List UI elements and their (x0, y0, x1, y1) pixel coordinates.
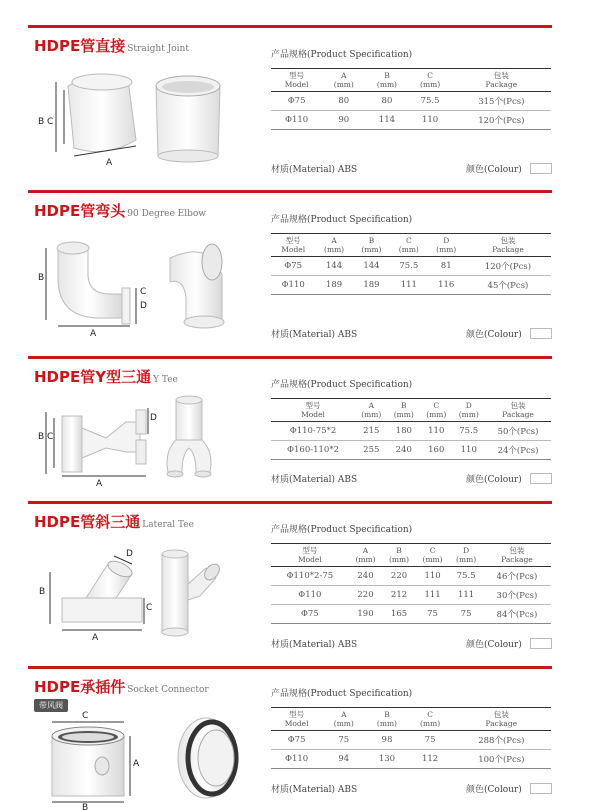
table-cell: 220 (349, 586, 383, 605)
dim-label: B (38, 273, 45, 283)
header-en: Package (485, 719, 518, 728)
spec-label: 产品规格(Product Specification) (271, 689, 413, 699)
header-b (353, 234, 390, 257)
dim-label: B (82, 803, 89, 810)
table-cell: 120个(Pcs) (465, 257, 551, 276)
table-cell: Φ75 (271, 257, 315, 276)
colour-label: 颜色(Colour) (466, 475, 522, 485)
header-row (271, 69, 551, 92)
table-cell: 130 (365, 750, 408, 769)
table-cell: 255 (355, 441, 387, 460)
header-cn: C (427, 710, 433, 719)
table-cell: 94 (322, 750, 365, 769)
table-cell: 189 (353, 276, 390, 295)
section-title (34, 35, 189, 56)
header-c (420, 399, 452, 422)
table-cell: Φ110 (271, 111, 322, 130)
table-cell: 75.5 (409, 92, 452, 111)
title-cn: HDPE管弯头 (34, 202, 126, 220)
header-cn: C (433, 401, 440, 410)
socket-connector-image (36, 708, 266, 810)
table-cell: 80 (365, 92, 408, 111)
material-label: 材质(Material) ABS (271, 330, 358, 340)
table-cell: 111 (449, 586, 483, 605)
table-cell: 75.5 (449, 567, 483, 586)
table-cell: Φ110 (271, 750, 322, 769)
table-cell: 212 (382, 586, 416, 605)
table-cell: Φ110 (271, 586, 349, 605)
header-a (322, 708, 365, 731)
table-cell: 240 (349, 567, 383, 586)
title-en: Straight Joint (127, 44, 189, 54)
table-cell: 75 (322, 731, 365, 750)
header-en: (mm) (376, 719, 397, 728)
colour-label: 颜色(Colour) (466, 640, 522, 650)
table-cell: 144 (353, 257, 390, 276)
table-cell: 111 (390, 276, 427, 295)
header-cn: C (427, 71, 433, 80)
header-model (271, 69, 322, 92)
table-cell: 45个(Pcs) (465, 276, 551, 295)
header-en: Model (284, 719, 309, 728)
header-package (465, 234, 551, 257)
colour-label: 颜色(Colour) (466, 165, 522, 175)
section-title (34, 676, 209, 697)
table-cell: Φ110*2-75 (271, 567, 349, 586)
spec-label: 产品规格(Product Specification) (271, 380, 413, 390)
dim-label: C (47, 432, 54, 442)
header-cn: A (331, 236, 337, 245)
table-row (271, 731, 551, 750)
header-en: (mm) (333, 80, 354, 89)
header-cn: A (341, 71, 347, 80)
material-label: 材质(Material) ABS (271, 640, 358, 650)
spec-label: 产品规格(Product Specification) (271, 525, 413, 535)
header-en: Model (301, 410, 325, 419)
table-row (271, 111, 551, 130)
table-cell: 110 (409, 111, 452, 130)
header-cn: 包装 (500, 236, 516, 245)
header-cn: 包装 (510, 401, 526, 410)
header-a (315, 234, 352, 257)
dim-label: C (82, 711, 89, 721)
table-row (271, 441, 551, 460)
table-cell: Φ75 (271, 731, 322, 750)
table-cell: 110 (453, 441, 485, 460)
dim-label: A (90, 329, 97, 338)
table-row (271, 257, 551, 276)
header-cn: A (368, 401, 374, 410)
table-cell: 110 (420, 422, 452, 441)
header-row (271, 399, 551, 422)
header-en: (mm) (456, 555, 477, 564)
title-cn: HDPE管斜三通 (34, 513, 141, 531)
header-cn: B (384, 710, 390, 719)
colour-swatch (530, 473, 552, 484)
table-cell: 144 (315, 257, 352, 276)
header-en: (mm) (361, 410, 382, 419)
spec-table (271, 233, 551, 295)
table-cell: 75.5 (453, 422, 485, 441)
material-label: 材质(Material) ABS (271, 165, 358, 175)
dim-label: A (106, 158, 113, 168)
section-title (34, 511, 194, 532)
table-row (271, 567, 551, 586)
header-en: Package (501, 555, 533, 564)
dim-label: B (38, 117, 45, 127)
table-cell: 189 (315, 276, 352, 295)
header-row (271, 708, 551, 731)
header-en: (mm) (458, 410, 479, 419)
dim-label: C (47, 117, 54, 127)
spec-table (271, 398, 551, 460)
table-cell: 120个(Pcs) (452, 111, 551, 130)
title-cn: HDPE管Y型三通 (34, 368, 152, 386)
table-cell: 116 (428, 276, 465, 295)
table-cell: 24个(Pcs) (485, 441, 551, 460)
table-cell: 81 (428, 257, 465, 276)
header-cn: 型号 (289, 71, 305, 80)
header-en: Package (492, 245, 524, 254)
table-cell: 100个(Pcs) (452, 750, 551, 769)
title-en: 90 Degree Elbow (127, 209, 207, 219)
table-cell: 98 (365, 731, 408, 750)
table-cell: 75 (449, 605, 483, 624)
table-row (271, 605, 551, 624)
header-b (382, 544, 416, 567)
colour-swatch (530, 783, 552, 794)
header-cn: A (341, 710, 347, 719)
table-row (271, 276, 551, 295)
header-b (365, 69, 408, 92)
table-cell: 84个(Pcs) (483, 605, 551, 624)
table-cell: 165 (382, 605, 416, 624)
dim-label: A (96, 479, 103, 489)
table-cell: Φ75 (271, 92, 322, 111)
colour-label: 颜色(Colour) (466, 785, 522, 795)
table-row (271, 422, 551, 441)
valve-badge: 带风阀 (34, 699, 68, 712)
header-a (349, 544, 383, 567)
header-package (483, 544, 551, 567)
header-cn: B (384, 71, 390, 80)
table-cell: 75 (416, 605, 450, 624)
dim-label: B (38, 432, 45, 442)
table-cell: 110 (416, 567, 450, 586)
dim-label: D (126, 549, 133, 559)
table-cell: Φ160-110*2 (271, 441, 355, 460)
header-cn: D (463, 546, 470, 555)
table-cell: 112 (409, 750, 452, 769)
header-package (485, 399, 551, 422)
header-cn: 包装 (509, 546, 525, 555)
title-en: Y Tee (153, 375, 178, 385)
header-b (388, 399, 420, 422)
table-cell: 50个(Pcs) (485, 422, 551, 441)
header-en: Model (281, 245, 306, 254)
header-cn: C (405, 236, 412, 245)
header-model (271, 234, 315, 257)
header-en: (mm) (398, 245, 419, 254)
header-cn: 型号 (302, 546, 318, 555)
header-en: (mm) (361, 245, 382, 254)
spec-table (271, 68, 551, 130)
header-a (355, 399, 387, 422)
table-cell: 80 (322, 92, 365, 111)
section-title (34, 366, 178, 387)
header-cn: 包装 (493, 710, 509, 719)
section-divider (28, 190, 552, 193)
spec-label: 产品规格(Product Specification) (271, 215, 413, 225)
table-row (271, 586, 551, 605)
spec-table (271, 543, 551, 624)
header-cn: B (368, 236, 375, 245)
table-cell: 30个(Pcs) (483, 586, 551, 605)
header-cn: B (396, 546, 402, 555)
header-cn: 型号 (305, 401, 321, 410)
table-cell: Φ110 (271, 276, 315, 295)
title-cn: HDPE承插件 (34, 678, 126, 696)
header-cn: 型号 (285, 236, 301, 245)
header-en: Package (502, 410, 534, 419)
section-divider (28, 666, 552, 669)
section-divider (28, 25, 552, 28)
header-model (271, 399, 355, 422)
table-cell: 240 (388, 441, 420, 460)
spec-table (271, 707, 551, 769)
dim-label: A (133, 759, 140, 769)
table-cell: 180 (388, 422, 420, 441)
header-c (409, 708, 452, 731)
dim-label: C (140, 287, 147, 297)
material-label: 材质(Material) ABS (271, 475, 358, 485)
table-cell: 75.5 (390, 257, 427, 276)
lateral-tee-image (36, 544, 266, 644)
table-cell: Φ75 (271, 605, 349, 624)
table-row (271, 92, 551, 111)
colour-label: 颜色(Colour) (466, 330, 522, 340)
header-cn: 型号 (289, 710, 305, 719)
table-cell: 315个(Pcs) (452, 92, 551, 111)
header-en: (mm) (376, 80, 397, 89)
table-cell: 215 (355, 422, 387, 441)
header-en: Model (297, 555, 322, 564)
table-cell: 220 (382, 567, 416, 586)
material-label: 材质(Material) ABS (271, 785, 358, 795)
title-en: Socket Connector (127, 685, 209, 695)
header-en: (mm) (388, 555, 410, 564)
title-en: Lateral Tee (142, 520, 194, 530)
header-model (271, 544, 349, 567)
header-d (453, 399, 485, 422)
header-b (365, 708, 408, 731)
spec-label: 产品规格(Product Specification) (271, 50, 413, 60)
header-d (449, 544, 483, 567)
table-cell: 111 (416, 586, 450, 605)
header-c (409, 69, 452, 92)
header-en: (mm) (420, 719, 441, 728)
header-row (271, 234, 551, 257)
header-cn: 包装 (493, 71, 509, 80)
header-cn: B (401, 401, 407, 410)
header-en: (mm) (422, 555, 443, 564)
header-en: (mm) (393, 410, 414, 419)
colour-swatch (530, 328, 552, 339)
table-cell: 160 (420, 441, 452, 460)
title-cn: HDPE管直接 (34, 37, 126, 55)
colour-swatch (530, 163, 552, 174)
header-cn: D (443, 236, 450, 245)
section-divider (28, 501, 552, 504)
section-title (34, 200, 206, 221)
header-en: (mm) (426, 410, 447, 419)
header-c (390, 234, 427, 257)
header-package (452, 69, 551, 92)
dim-label: D (140, 301, 147, 311)
header-model (271, 708, 322, 731)
table-cell: 75 (409, 731, 452, 750)
header-en: Package (485, 80, 518, 89)
dim-label: D (150, 413, 157, 423)
header-en: (mm) (324, 245, 345, 254)
header-en: (mm) (420, 80, 441, 89)
colour-swatch (530, 638, 552, 649)
header-row (271, 544, 551, 567)
table-cell: 190 (349, 605, 383, 624)
header-en: Model (284, 80, 309, 89)
section-divider (28, 356, 552, 359)
header-en: (mm) (355, 555, 376, 564)
header-en: (mm) (333, 719, 354, 728)
header-cn: C (429, 546, 436, 555)
header-c (416, 544, 450, 567)
table-cell: 114 (365, 111, 408, 130)
header-package (452, 708, 551, 731)
header-cn: D (465, 401, 472, 410)
dim-label: C (146, 603, 153, 613)
y-tee-image (36, 392, 266, 492)
table-cell: 288个(Pcs) (452, 731, 551, 750)
header-en: (mm) (436, 245, 457, 254)
header-a (322, 69, 365, 92)
table-cell: 46个(Pcs) (483, 567, 551, 586)
elbow-image (36, 228, 266, 338)
table-cell: Φ110-75*2 (271, 422, 355, 441)
dim-label: A (92, 633, 99, 643)
straight-joint-image (36, 62, 266, 177)
dim-label: B (39, 587, 46, 597)
header-d (428, 234, 465, 257)
header-cn: A (362, 546, 369, 555)
table-row (271, 750, 551, 769)
table-cell: 90 (322, 111, 365, 130)
